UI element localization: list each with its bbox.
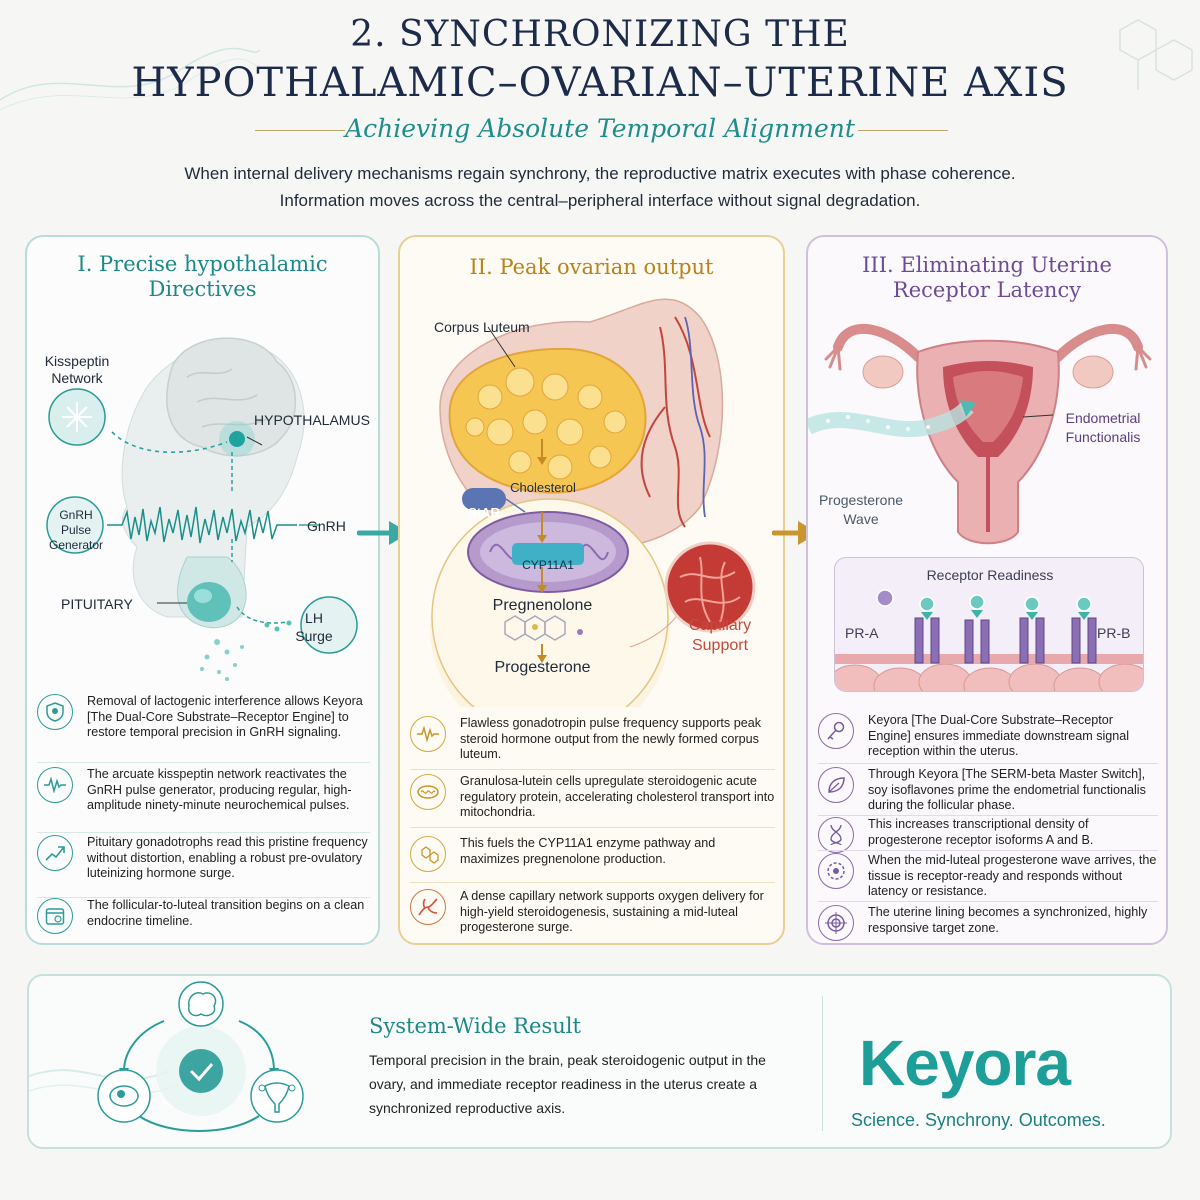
- panel1-title: I. Precise hypothalamic Directives: [77, 252, 328, 301]
- brand-tagline: Science. Synchrony. Outcomes.: [851, 1110, 1106, 1130]
- result-text: Temporal precision in the brain, peak steroidogenic output in the ovary, and immediate receptor readiness in the uterus create a synchronized reproductive axis.: [369, 1052, 766, 1116]
- divider: [818, 850, 1158, 851]
- divider: [818, 763, 1158, 764]
- label-gnrh-pulse-generator: GnRH Pulse Generator: [48, 508, 104, 552]
- divider: [410, 882, 775, 883]
- label-cyp11a1: CYP11A1: [522, 558, 574, 572]
- intro-text: When internal delivery mechanisms regain synchrony, the reproductive matrix executes with phase coherence. Information moves across the central–peripheral interface without signal degradation.: [184, 164, 1016, 210]
- pulse-wave-icon: [410, 716, 446, 752]
- leaf-icon: [818, 767, 854, 803]
- trend-up-icon: [37, 835, 73, 871]
- label-progesterone-wave: Progesterone Wave: [818, 492, 904, 527]
- divider: [37, 762, 370, 763]
- system-result-panel: [27, 974, 1172, 1149]
- clock-cycle-icon: [818, 853, 854, 889]
- divider: [410, 769, 775, 770]
- capillary-icon: [410, 889, 446, 925]
- label-hypothalamus: HYPOTHALAMUS: [254, 412, 370, 428]
- page-title-line2: HYPOTHALAMIC–OVARIAN–UTERINE AXIS: [131, 60, 1069, 106]
- panel2-title: II. Peak ovarian output: [469, 255, 714, 279]
- molecule-icon: [410, 836, 446, 872]
- list-item: Removal of lactogenic interference allows Keyora [The Dual-Core Substrate–Receptor Engine] to restore temporal precision in GnRH signaling.: [37, 694, 370, 741]
- list-item: Through Keyora [The SERM-beta Master Switch], soy isoflavones prime the endometrial functionalis during the follicular phase.: [818, 767, 1158, 814]
- dna-icon: [818, 817, 854, 853]
- list-item: The uterine lining becomes a synchronized, highly responsive target zone.: [818, 905, 1158, 941]
- brand-logo: Keyora: [859, 1027, 1070, 1099]
- divider: [37, 832, 370, 833]
- mitochondrion-icon: [410, 774, 446, 810]
- label-star: StAR: [468, 505, 500, 520]
- label-gnrh: GnRH: [307, 518, 346, 534]
- label-corpus-luteum: Corpus Luteum: [434, 319, 530, 335]
- list-item: The follicular-to-luteal transition begins on a clean endocrine timeline.: [37, 898, 370, 934]
- label-kisspeptin: Kisspeptin Network: [44, 353, 110, 386]
- divider: [822, 996, 823, 1131]
- label-pr-a: PR-A: [845, 625, 879, 641]
- list-item: When the mid-luteal progesterone wave arrives, the tissue is receptor-ready and responds without latency or resistance.: [818, 853, 1158, 900]
- panel3-title: III. Eliminating Uterine Receptor Latency: [862, 253, 1112, 302]
- label-receptor-readiness: Receptor Readiness: [926, 567, 1054, 583]
- list-item: Keyora [The Dual-Core Substrate–Receptor Engine] ensures immediate downstream signal reception within the uterus.: [818, 713, 1158, 760]
- label-pr-b: PR-B: [1097, 625, 1131, 641]
- label-lh-surge: LH Surge: [295, 610, 333, 644]
- list-item: The arcuate kisspeptin network reactivates the GnRH pulse generator, producing regular, high-amplitude ninety-minute neurochemical pulses.: [37, 767, 370, 814]
- page-subtitle: Achieving Absolute Temporal Alignment: [345, 114, 855, 143]
- label-progesterone: Progesterone: [494, 659, 591, 676]
- panel-uterine: [806, 235, 1168, 945]
- panel-hypothalamic: [25, 235, 380, 945]
- list-item: Flawless gonadotropin pulse frequency supports peak steroid hormone output from the newly formed corpus luteum.: [410, 716, 775, 763]
- divider: [410, 827, 775, 828]
- label-cholesterol: Cholesterol: [510, 480, 576, 495]
- list-item: This increases transcriptional density of progesterone receptor isoforms A and B.: [818, 817, 1158, 853]
- list-item: Granulosa-lutein cells upregulate steroidogenic acute regulatory protein, accelerating cholesterol transport into mitochondria.: [410, 774, 775, 821]
- cycle-diagram: [29, 976, 359, 1151]
- result-title: System-Wide Result: [369, 1014, 581, 1038]
- target-icon: [818, 905, 854, 941]
- receptor-readiness-box: [834, 557, 1144, 692]
- label-capillary-support: Capillary Support: [688, 617, 752, 654]
- label-pituitary: PITUITARY: [61, 596, 133, 612]
- key-icon: [818, 713, 854, 749]
- divider: [818, 901, 1158, 902]
- list-item: A dense capillary network supports oxygen delivery for high-yield steroidogenesis, sustaining a mid-luteal progesterone surge.: [410, 889, 775, 936]
- page-title-line1: 2. SYNCHRONIZING THE: [350, 14, 850, 55]
- list-item: This fuels the CYP11A1 enzyme pathway and maximizes pregnenolone production.: [410, 836, 775, 872]
- shield-icon: [37, 694, 73, 730]
- calendar-icon: [37, 898, 73, 934]
- label-pregnenolone: Pregnenolone: [492, 597, 593, 614]
- subtitle-rule-right: [858, 130, 948, 131]
- divider: [818, 815, 1158, 816]
- panel-ovarian: [398, 235, 785, 945]
- pulse-wave-icon: [37, 767, 73, 803]
- label-endometrial-functionalis: Endometrial Functionalis: [1065, 410, 1141, 445]
- list-item: Pituitary gonadotrophs read this pristine frequency without distortion, enabling a robust pre-ovulatory luteinizing hormone surge.: [37, 835, 370, 882]
